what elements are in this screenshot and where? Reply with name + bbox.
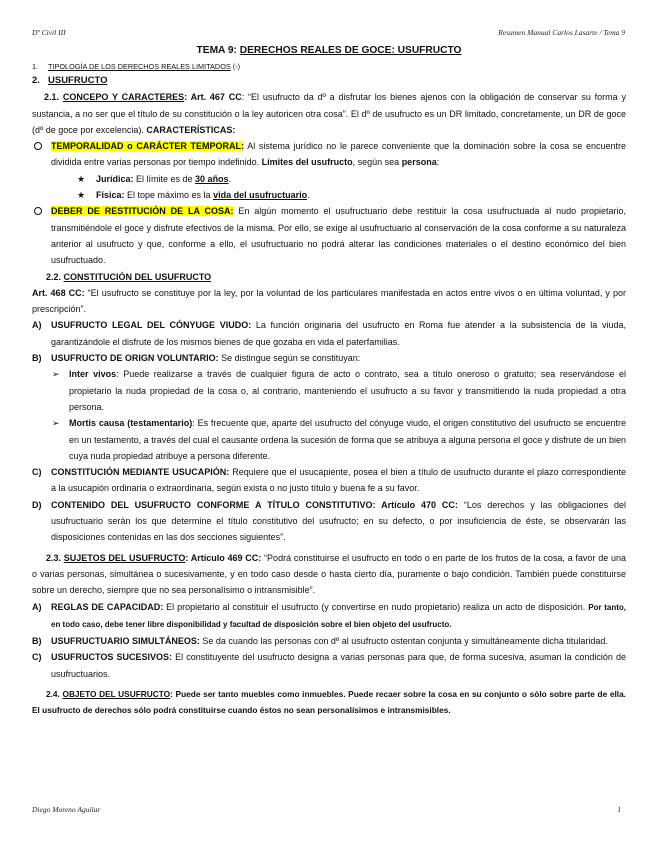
title-prefix: TEMA 9: (196, 45, 240, 56)
section-2-1-art: : Art. 467 CC (184, 92, 242, 103)
juridica-text: El límite es de (133, 173, 196, 184)
document-body (32, 44, 626, 719)
inter-vivos-text: : Puede realizarse a través de cualquier figura de acto o contrato, sea a título oneroso o gratuito; sea reservándose el propietario la nuda propiedad de la cosa o, al contrario, manteniendo el usufructo a su favor y transmitiendo la nuda propiedad a otra persona. (69, 369, 626, 412)
arrow-bullet-icon: ➢ (52, 369, 60, 380)
section-2-1-heading: CONCEPO Y CARACTERES (62, 92, 185, 103)
section-2-3-label: SUJETOS DEL USUFRUCTO (63, 552, 186, 563)
item-c-sucesivos-text: El constituyente del usufructo designa a varias personas para que, de forma sucesiva, asuman la condición de usufructuarios. (51, 652, 626, 679)
item-d-label: CONTENIDO DEL USUFRUCTO CONFORME A TÍTULO CONSTITUTIVO: Artículo 470 CC: (51, 499, 458, 510)
item-b-label: USUFRUCTO DE ORIGN VOLUNTARIO: (51, 353, 219, 364)
bullet-temporalidad (32, 138, 626, 171)
temporalidad-limits: Límites del usufructo (261, 157, 353, 168)
item-c-sucesivos (32, 649, 626, 682)
item-1 (32, 60, 626, 73)
header-left: Dº Civil III (32, 28, 66, 37)
art-468-label: Art. 468 CC: (32, 287, 85, 298)
item-a-capacidad-text-bold: Por tanto, en todo caso, debe tener libre disponibilidad y facultad de disposición sobre el bien objeto del usufructo. (51, 602, 626, 629)
section-2-3-num: 2.3. (46, 552, 64, 563)
star-icon: ★ (77, 190, 86, 201)
item-a-label: USUFRUCTO LEGAL DEL CÓNYUGE VIUDO: (51, 320, 252, 331)
section-2-2-num: 2.2. (46, 271, 64, 282)
header-right: Resumen Manual Carlos Lasarte / Tema 9 (498, 28, 625, 37)
item-d-marker: D) (32, 499, 42, 510)
item-b-simultaneos-marker: B) (32, 636, 42, 647)
temporalidad-persona: persona (401, 157, 437, 168)
item-1-label: TIPOLOGÍA DE LOS DERECHOS REALES LIMITADOS (48, 62, 231, 71)
star-item-fisica (32, 187, 626, 203)
section-2-2-label: CONSTITUCIÓN DEL USUFRUCTO (63, 271, 212, 282)
item-c-sucesivos-label: USUFRUCTOS SUCESIVOS: (51, 652, 172, 663)
item-b-simultaneos-label: USUFRUCTUARIO SIMULTÁNEOS: (51, 636, 200, 647)
section-2-2 (32, 269, 626, 285)
inter-vivos-label: Inter vivos (69, 369, 117, 380)
temporalidad-label: TEMPORALIDAD o CARÁCTER TEMPORAL: (51, 141, 245, 152)
page-title (32, 44, 626, 58)
section-2-1-tail: CARACTERÍSTICAS: (146, 124, 236, 135)
temporalidad-colon: : (436, 157, 440, 168)
star-icon: ★ (77, 173, 86, 184)
page-number: 1 (617, 805, 621, 814)
deber-label: DEBER DE RESTITUCIÓN DE LA COSA: (51, 206, 234, 217)
item-a-text: La función originaria del usufructo en Roma fue atender a la subsistencia de la viuda, garantizándole el disfrute de los mismos bienes de que gozaba en vida el paterfamilias. (51, 320, 626, 347)
item-1-suffix: (-) (230, 62, 241, 71)
section-2-1-num: 2.1. (44, 92, 63, 103)
bullet-deber (32, 203, 626, 268)
section-2-1 (32, 89, 626, 138)
art-468 (32, 285, 626, 318)
item-a-capacidad-marker: A) (32, 601, 42, 612)
item-c-text: Requiere que el usucapiente, posea el bien a título de usufructo durante el plazo correspondiente a la usucapión ordinaria o extraordinaria, según exista o no justo título y buena fe a su favor. (51, 467, 626, 494)
item-d-text: “Los derechos y las obligaciones del usufructuario serán los que determine el título constitutivo del usufructo; en su defecto, o por insuficiencia de éste, se observarán las disposiciones contenidas en las dos secciones siguientes”. (51, 499, 627, 543)
section-2-3-art: : Artículo 469 CC: (185, 552, 262, 563)
art-468-text: “El usufructo se constituye por la ley, por la voluntad de los particulares manifestada en actos entre vivos o en última voluntad, y por prescripción”. (32, 287, 626, 315)
section-2-4 (32, 686, 626, 719)
mortis-causa-label: Mortis causa (testamentario) (69, 418, 193, 429)
section-2-1-text: : “El usufructo da dº a disfrutar los bienes ajenos con la obligación de conservar su forma y sustancia, a no ser que el título de su constitución o la ley autoricen otra cosa”. El dº de usufructo es un DR limitado, concretamente, un DR de goce (dº de goce por excelencia). (32, 92, 626, 135)
item-a-capacidad-label: REGLAS DE CAPACIDAD: (51, 601, 164, 612)
item-d (32, 497, 626, 546)
star-item-juridica (32, 171, 626, 187)
mortis-causa-text: : Es frecuente que, aparte del usufructo del cónyuge viudo, el origen constitutivo del usufructo se encuentre en un testamento, a través del cual el causante ordena la sucesión de forma que se atribuya a alguna persona el goce y disfrute de un bien cuya nuda propiedad atribuye a persona diferente. (69, 418, 626, 461)
item-b-marker: B) (32, 353, 42, 364)
item-b-simultaneos (32, 633, 626, 649)
sub-item-inter-vivos (32, 366, 626, 415)
item-2 (32, 73, 626, 89)
temporalidad-text: Al sistema jurídico no le parece conveniente que la dominación sobre la cosa se encuentre dividida entre varias personas por tiempo indefinido. (51, 141, 627, 168)
deber-text: En algún momento el usufructuario debe restituir la cosa usufructuada al nudo propietario, transmitiéndole el goce y disfrute efectivos de la misma. Por ello, se exige al usufructuario al conservación de la cosa conforme a su naturaleza anterior al usufructo y que, conforme a ello, el usufructuario no podrá alterar las condiciones materiales o el destino económico del bien usufructuado. (51, 206, 626, 266)
section-2-4-label: OBJETO DEL USUFRUCTO (62, 688, 171, 699)
item-b-text: Se distingue según se constituyan: (218, 353, 361, 364)
item-c-label: CONSTITUCIÓN MEDIANTE USUCAPIÓN: (51, 467, 230, 478)
section-2-4-text: : Puede ser tanto muebles como inmuebles. Puede recaer sobre la cosa en su conjunto o sólo sobre parte de ella. El usufructo de derechos sólo podrá constituirse cuando éstos no sean personalísimos e intransmisibles. (32, 688, 626, 716)
item-2-num: 2. (32, 75, 40, 86)
item-c-sucesivos-marker: C) (32, 652, 42, 663)
item-c-marker: C) (32, 467, 42, 478)
item-1-num: 1. (32, 62, 39, 71)
juridica-end: . (228, 173, 232, 184)
arrow-bullet-icon: ➢ (52, 418, 60, 429)
item-2-label: USUFRUCTO (48, 75, 108, 86)
item-b-simultaneos-text: Se da cuando las personas con dº al usufructo ostentan conjunta y simultáneamente dicha titularidad. (199, 636, 608, 647)
sub-item-mortis-causa (32, 415, 626, 464)
item-a-capacidad (32, 599, 626, 634)
circle-bullet-icon (34, 142, 42, 150)
juridica-label: Jurídica: (96, 173, 134, 184)
section-2-4-num: 2.4. (46, 688, 63, 699)
item-a-capacidad-text: El propietario al constituir el usufructo (y convertirse en nudo propietario) realiza un acto de disposición. (163, 601, 589, 612)
fisica-value: vida del usufructuario (213, 190, 308, 201)
footer-left: Diego Moreno Aguilar (32, 805, 101, 814)
title-underlined: DERECHOS REALES DE GOCE: USUFRUCTO (239, 45, 462, 56)
temporalidad-text2: , según sea (352, 157, 402, 168)
fisica-end: . (307, 190, 310, 201)
fisica-label: Física: (96, 190, 125, 201)
item-b (32, 350, 626, 366)
fisica-text: El tope máximo es la (124, 190, 214, 201)
item-a (32, 317, 626, 350)
item-a-marker: A) (32, 320, 42, 331)
item-c (32, 464, 626, 497)
juridica-value: 30 años (195, 173, 229, 184)
section-2-3 (32, 550, 626, 599)
circle-bullet-icon (34, 207, 42, 215)
section-2-3-text: “Podrá constituirse el usufructo en todo o en parte de los frutos de la cosa, a favor de una o varias personas, simultánea o sucesivamente, y en todo caso desde o hasta cierto día, puramente o bajo condición. También puede constituirse sobre un derecho, siempre que no sea personalísimo o intransmisible”. (32, 552, 626, 596)
